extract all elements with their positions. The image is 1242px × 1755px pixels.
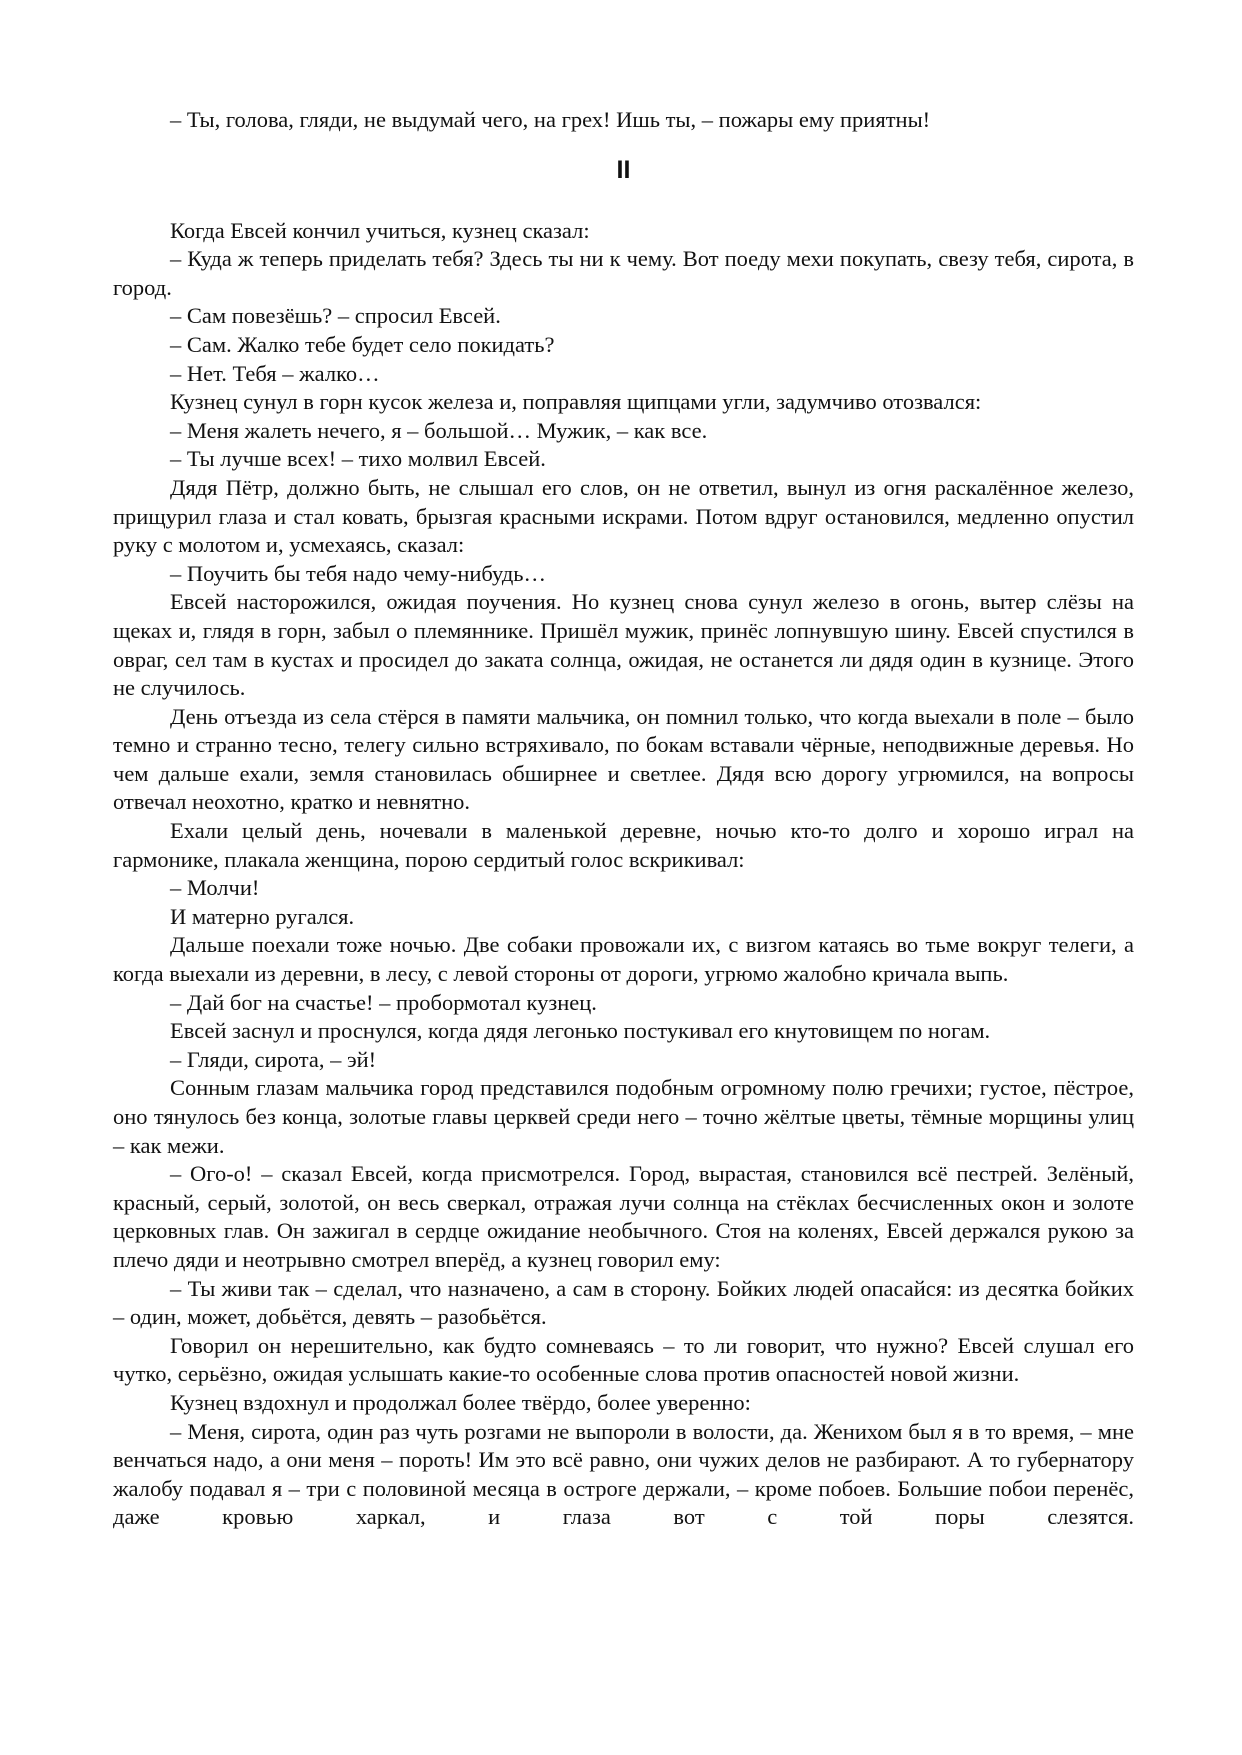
paragraph: – Ты лучше всех! – тихо молвил Евсей. [170, 446, 546, 472]
paragraph: День отъезда из села стёрся в памяти мальчика, он помнил только, что когда выехали в поле – было темно и странно тесно, телегу сильно встряхивало, по бокам вставали чёрные, неподвижные деревья. Но чем дальше ехали, земля становилась обширнее и светлее. Дядя всю дорогу угрюмился, на вопросы отвечал неохотно, кратко и невнятно. [113, 703, 1134, 815]
paragraph: И матерно ругался. [170, 903, 355, 929]
paragraph: Дальше поехали тоже ночью. Две собаки провожали их, с визгом катаясь во тьме вокруг телеги, а когда выехали из деревни, в лесу, с левой стороны от дороги, угрюмо жалобно кричала выпь. [113, 932, 1134, 987]
paragraph: – Меня, сирота, один раз чуть розгами не выпороли в волости, да. Женихом был я в то время, – мне венчаться надо, а они меня – пороть! Им это всё равно, они чужих делов не разбирают. А то губернатору жалобу подавал я – три с половиной месяца в остроге держали, – кроме побоев. Большие побои перенёс, даже кровью харкал, и глаза вот с той поры слезятся. [113, 1418, 1134, 1530]
paragraph: – Меня жалеть нечего, я – большой… Мужик, – как все. [170, 417, 708, 443]
paragraph: – Молчи! [170, 875, 260, 901]
paragraph: Кузнец вздохнул и продолжал более твёрдо, более уверенно: [170, 1389, 751, 1415]
paragraph: – Сам. Жалко тебе будет село покидать? [170, 331, 555, 357]
chapter-heading: II [616, 155, 631, 184]
paragraph: – Ого-о! – сказал Евсей, когда присмотрелся. Город, вырастая, становился всё пестрей. Зелёный, красный, серый, золотой, он весь сверкал, отражая лучи солнца на стёклах бесчисленных окон и золоте церковных глав. Он зажигал в сердце ожидание необычного. Стоя на коленях, Евсей держался рукою за плечо дяди и неотрывно смотрел вперёд, а кузнец говорил ему: [113, 1161, 1134, 1272]
paragraph: – Поучить бы тебя надо чему-нибудь… [170, 560, 547, 586]
paragraph: Говорил он нерешительно, как будто сомневаясь – то ли говорит, что нужно? Евсей слушал его чутко, серьёзно, ожидая услышать какие-то особенные слова против опасностей новой жизни. [113, 1332, 1134, 1387]
paragraph: – Нет. Тебя – жалко… [170, 360, 380, 386]
paragraph: – Ты, голова, гляди, не выдумай чего, на грех! Ишь ты, – пожары ему приятны! [170, 107, 931, 132]
paragraph: Ехали целый день, ночевали в маленькой деревне, ночью кто-то долго и хорошо играл на гармонике, плакала женщина, порою сердитый голос вскрикивал: [113, 818, 1134, 872]
paragraph: Евсей заснул и проснулся, когда дядя легонько постукивал его кнутовищем по ногам. [170, 1018, 991, 1044]
paragraph: – Дай бог на счастье! – пробормотал кузнец. [170, 989, 597, 1015]
paragraph: – Куда ж теперь приделать тебя? Здесь ты ни к чему. Вот поеду мехи покупать, свезу тебя, сирота, в город. [113, 246, 1134, 300]
paragraph: – Ты живи так – сделал, что назначено, а сам в сторону. Бойких людей опасайся: из десятка бойких – один, может, добьётся, девять – разобьётся. [113, 1275, 1134, 1330]
paragraph: Когда Евсей кончил учиться, кузнец сказал: [170, 217, 590, 243]
paragraph: Дядя Пётр, должно быть, не слышал его слов, он не ответил, вынул из огня раскалённое железо, прищурил глаза и стал ковать, брызгая красными искрами. Потом вдруг остановился, медленно опустил руку с молотом и, усмехаясь, сказал: [113, 474, 1134, 558]
page-text [113, 106, 1134, 1532]
paragraph: – Гляди, сирота, – эй! [170, 1046, 377, 1072]
paragraph: Кузнец сунул в горн кусок железа и, поправляя щипцами угли, задумчиво отозвался: [170, 389, 982, 415]
paragraph: Сонным глазам мальчика город представился подобным огромному полю гречихи; густое, пёстрое, оно тянулось без конца, золотые главы церквей среди него – точно жёлтые цветы, тёмные морщины улиц – как межи. [113, 1075, 1134, 1158]
paragraph: – Сам повезёшь? – спросил Евсей. [170, 303, 501, 329]
paragraph: Евсей насторожился, ожидая поучения. Но кузнец снова сунул железо в огонь, вытер слёзы на щеках и, глядя в горн, забыл о племяннике. Пришёл мужик, принёс лопнувшую шину. Евсей спустился в овраг, сел там в кустах и просидел до заката солнца, ожидая, не останется ли дядя один в кузнице. Этого не случилось. [113, 589, 1134, 701]
